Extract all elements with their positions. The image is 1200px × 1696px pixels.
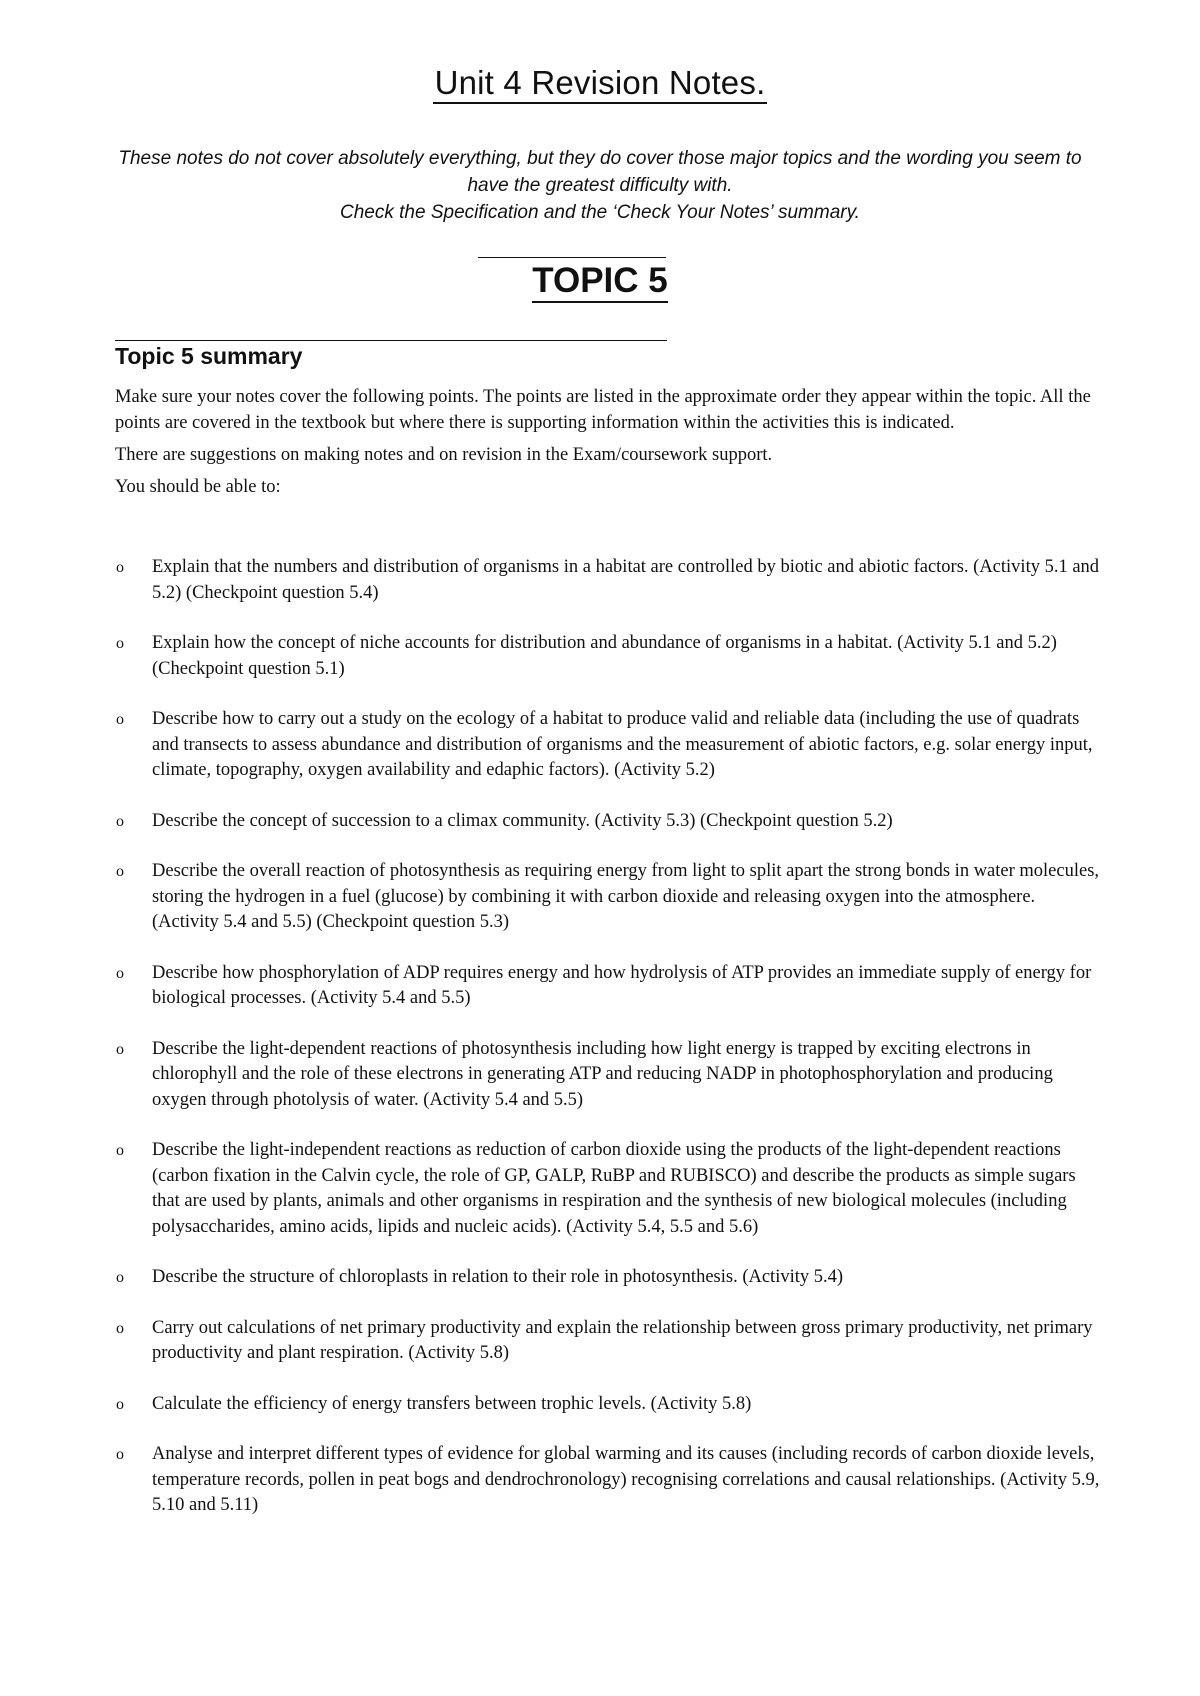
list-item	[115, 859, 1105, 936]
topic-heading-text: TOPIC 5	[532, 261, 668, 303]
intro-note	[100, 145, 1100, 226]
section-divider	[115, 340, 667, 341]
list-item-text: Describe the light-dependent reactions of photosynthesis including how light energy is trapped by exciting electrons in chlorophyll and the role of these electrons in generating ATP and reducing NADP in photophosphorylation and producing oxygen through photolysis of water. (Activity 5.4 and 5.5)	[152, 1038, 1053, 1110]
bullet-icon: o	[116, 812, 124, 830]
list-item-text: Carry out calculations of net primary productivity and explain the relationship between gross primary productivity, net primary productivity and plant respiration. (Activity 5.8)	[152, 1317, 1093, 1363]
summary-text	[115, 384, 1095, 506]
topic-heading	[0, 261, 1200, 301]
topic-divider	[478, 257, 666, 258]
summary-paragraph: Make sure your notes cover the following points. The points are listed in the approximate order they appear within the topic. All the points are covered in the textbook but where there is supporting information within the activities this is indicated.	[115, 387, 1091, 433]
list-item	[115, 961, 1105, 1012]
bullet-icon: o	[116, 1395, 124, 1413]
list-item-text: Explain how the concept of niche accounts for distribution and abundance of organisms in a habitat. (Activity 5.1 and 5.2) (Checkpoint question 5.1)	[152, 633, 1057, 679]
bullet-icon: o	[116, 711, 124, 728]
list-item	[115, 1442, 1105, 1519]
intro-line: These notes do not cover absolutely everything, but they do cover those major topics and the wording you seem to have the greatest difficulty with.	[118, 148, 1082, 196]
list-item-text: Describe how to carry out a study on the ecology of a habitat to produce valid and reliable data (including the use of quadrats and transects to assess abundance and distribution of organisms and the measurement of abiotic factors, e.g. solar energy input, climate, topography, oxygen availability and edaphic factors). (Activity 5.2)	[152, 709, 1093, 780]
bullet-icon: o	[116, 635, 124, 652]
list-item	[115, 555, 1105, 606]
list-item-text: Describe the overall reaction of photosynthesis as requiring energy from light to split apart the strong bonds in water molecules, storing the hydrogen in a fuel (glucose) by combining it with carbon dioxide and releasing oxygen into the atmosphere. (Activity 5.4 and 5.5) (Checkpoint question 5.3)	[152, 861, 1100, 932]
list-item-text: Describe the structure of chloroplasts in relation to their role in photosynthesis. (Activity 5.4)	[152, 1267, 844, 1287]
summary-paragraph: You should be able to:	[115, 477, 281, 497]
bullet-icon: o	[116, 559, 124, 576]
intro-line: Check the Specification and the ‘Check Your Notes’ summary.	[340, 202, 860, 223]
bullet-icon: o	[116, 964, 124, 982]
list-item	[115, 1392, 1105, 1418]
bullet-icon: o	[116, 1142, 124, 1159]
list-item	[115, 1138, 1105, 1240]
list-item	[115, 1316, 1105, 1367]
list-item	[115, 631, 1105, 682]
learning-points-list	[115, 555, 1105, 1544]
list-item	[115, 809, 1105, 835]
list-item-text: Explain that the numbers and distribution of organisms in a habitat are controlled by biotic and abiotic factors. (Activity 5.1 and 5.2) (Checkpoint question 5.4)	[152, 557, 1100, 603]
list-item-text: Calculate the efficiency of energy transfers between trophic levels. (Activity 5.8)	[152, 1393, 752, 1414]
list-item-text: Analyse and interpret different types of evidence for global warming and its causes (including records of carbon dioxide levels, temperature records, pollen in peat bogs and dendrochronology) recognising correlations and causal relationships. (Activity 5.9, 5.10 and 5.11)	[152, 1444, 1100, 1515]
bullet-icon: o	[116, 1446, 124, 1463]
list-item-text: Describe the concept of succession to a climax community. (Activity 5.3) (Checkpoint question 5.2)	[152, 810, 893, 831]
list-item	[115, 1265, 1105, 1291]
bullet-icon: o	[116, 1269, 124, 1286]
list-item-text: Describe how phosphorylation of ADP requires energy and how hydrolysis of ATP provides an immediate supply of energy for biological processes. (Activity 5.4 and 5.5)	[152, 962, 1092, 1008]
list-item	[115, 1037, 1105, 1114]
bullet-icon: o	[116, 1319, 124, 1337]
section-title: Topic 5 summary	[115, 343, 303, 369]
document-title-text: Unit 4 Revision Notes.	[433, 64, 768, 104]
document-title	[0, 64, 1200, 102]
summary-paragraph: There are suggestions on making notes and on revision in the Exam/coursework support.	[115, 445, 773, 465]
list-item-text: Describe the light-independent reactions as reduction of carbon dioxide using the products of the light-dependent reactions (carbon fixation in the Calvin cycle, the role of GP, GALP, RuBP and RUBISCO) and describe the products as simple sugars that are used by plants, animals and other organisms in respiration and the synthesis of new biological molecules (including polysaccharides, amino acids, lipids and nucleic acids). (Activity 5.4, 5.5 and 5.6)	[152, 1140, 1076, 1237]
bullet-icon: o	[116, 863, 124, 880]
bullet-icon: o	[116, 1040, 124, 1058]
list-item	[115, 707, 1105, 784]
